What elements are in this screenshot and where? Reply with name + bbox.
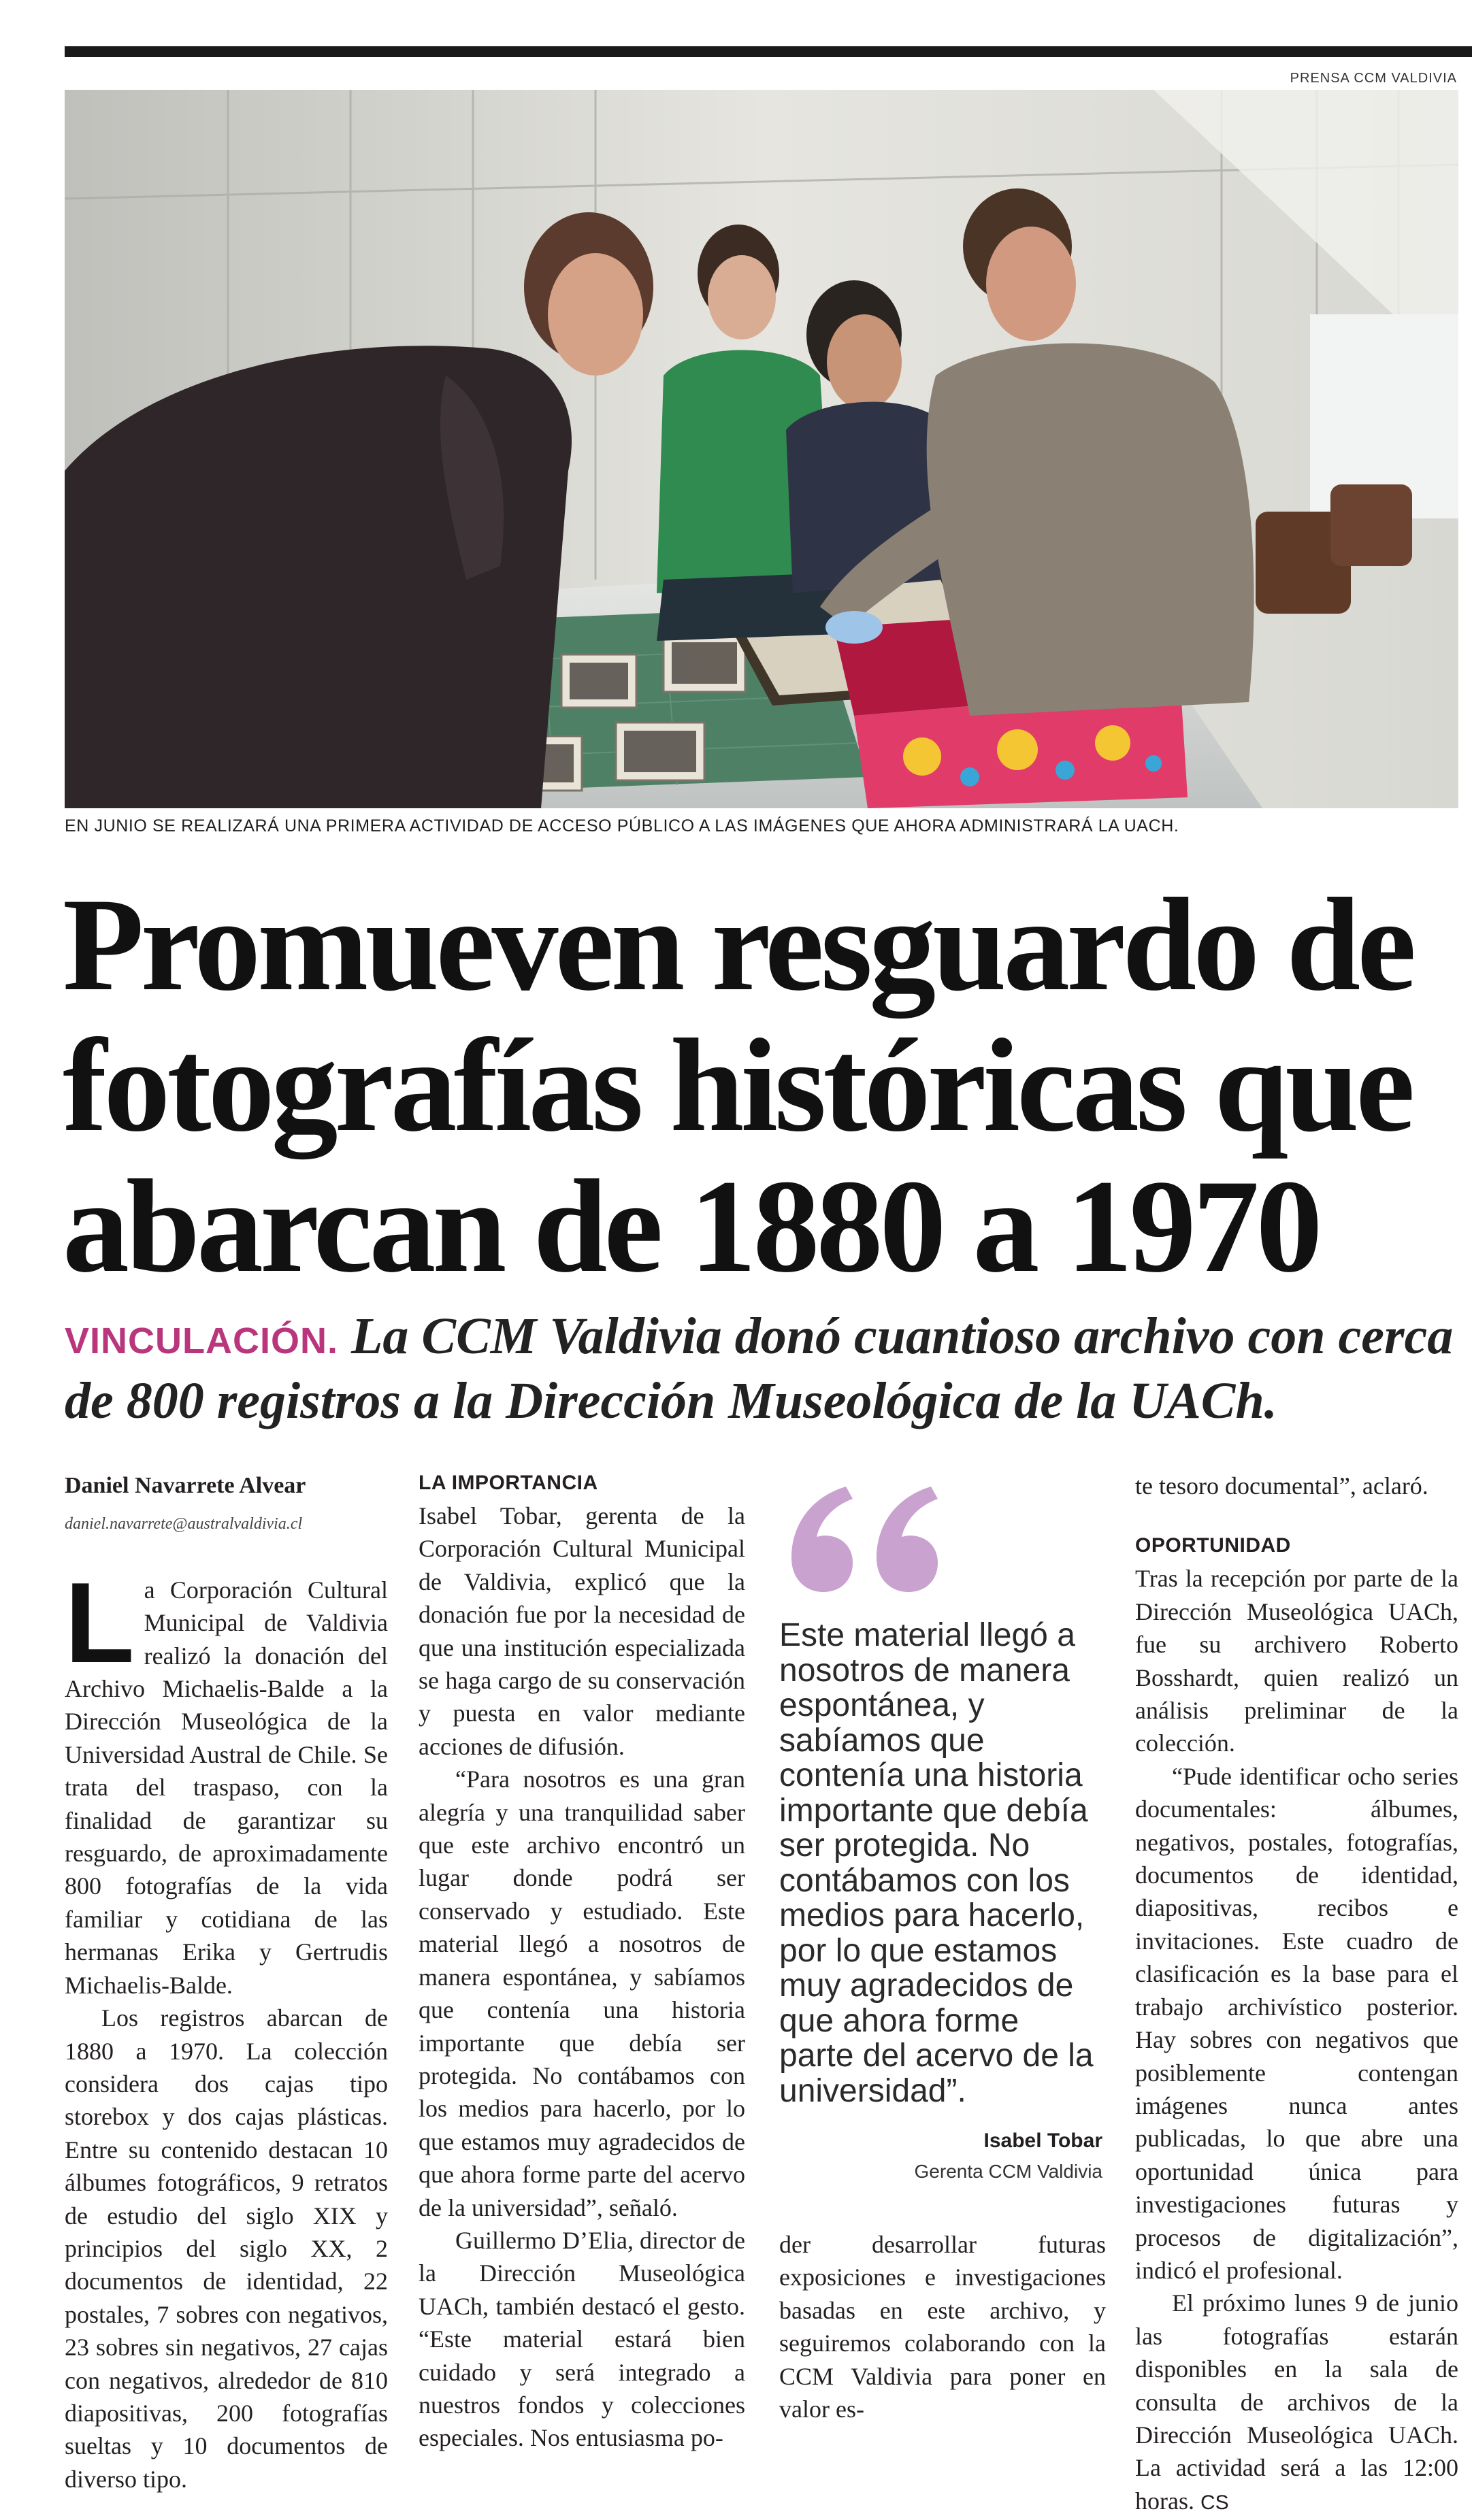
lead-photo [65,90,1458,808]
paragraph [65,1558,388,2002]
headline-line-1: Promueven resguardo de [63,871,1413,1018]
paragraph: “Para nosotros es una gran alegría y una tranquilidad saber que este archivo encontró un lugar donde podrá ser conservado y estudiado. Este material llegó a nosotros de manera espontánea, y sabíamos que contenía una historia importante que debía ser protegida. No contábamos con los medios para hacerlo, por lo que estamos muy agradecidos de que ahora forme parte del acervo de la universidad”, señaló. [419,1765,745,2221]
byline-author: Daniel Navarrete Alvear [65,1473,306,1498]
photo-caption: EN JUNIO SE REALIZARÁ UNA PRIMERA ACTIVIDAD DE ACCESO PÚBLICO A LAS IMÁGENES QUE AHORA ADMINISTRARÁ LA UACH. [65,816,1179,835]
paragraph: te tesoro documental”, aclaró. [1135,1472,1428,1499]
photo-credit: PRENSA CCM VALDIVIA [1290,71,1457,86]
pull-quote-name: Isabel Tobar [983,2129,1102,2152]
column-4 [1135,1470,1458,2519]
quote-mark-icon [781,1480,945,1595]
top-rule [65,46,1472,57]
pull-quote-text: Este material llegó a nosotros de manera espontánea, y sabíamos que contenía una historia importante que debía ser protegida. No contábamos con los medios para hacerlo, por lo que estamos muy agradecidos de que ahora forme parte del acervo de la universidad”. [779,1617,1094,2109]
headline-line-2: fotografías históricas que [63,1012,1412,1159]
byline-email: daniel.navarrete@australvaldivia.cl [65,1515,303,1533]
subhead-importance: LA IMPORTANCIA [419,1472,598,1494]
subhead-opportunity: OPORTUNIDAD [1135,1534,1291,1557]
headline [63,871,1465,1300]
pull-quote-role: Gerenta CCM Valdivia [914,2161,1102,2182]
headline-line-3: abarcan de 1880 a 1970 [63,1153,1320,1300]
paragraph: Tras la recepción por parte de la Dirección Museológica UACh, fue su archivero Roberto Bosshardt, quien realizó un análisis preliminar de la colección. [1135,1565,1458,1757]
deck [65,1306,1467,1431]
paragraph [1135,2287,1458,2519]
paragraph: Los registros abarcan de 1880 a 1970. La colección considera dos cajas tipo storebox y dos cajas plásticas. Entre su contenido destacan 10 álbumes fotográficos, 9 retratos de estudio del siglo XIX y principios del siglo XX, 2 documentos de identidad, 22 postales, 7 sobres con negativos, 23 sobres sin negativos, 27 cajas con negativos, alrededor de 810 diapositivas, 200 fotografías sueltas y 10 documentos de diverso tipo. [65,2004,388,2493]
paragraph: Isabel Tobar, gerenta de la Corporación Cultural Municipal de Valdivia, explicó que la donación fue por la necesidad de que una institución especializada se haga cargo de su conservación y puesta en valor mediante acciones de difusión. [419,1502,745,1760]
paragraph-text: a Corporación Cultural Municipal de Valdivia realizó la donación del Archivo Michaelis-Balde a la Dirección Museológica de la Universidad Austral de Chile. Se trata del traspaso, con la finalidad de garantizar su resguardo, de aproximadamente 800 fotografías de la vida familiar y cotidiana de las hermanas Erika y Gertrudis Michaelis-Balde. [65,1576,388,1999]
column-2 [419,1470,745,2455]
drop-cap: L [65,1558,135,1687]
section-kicker: VINCULACIÓN. [65,1321,338,1361]
deck-text: La CCM Valdivia donó cuantioso archivo con cerca de 800 registros a la Dirección Museológica de la UACh. [65,1308,1454,1429]
paragraph: der desarrollar futuras exposiciones e investigaciones basadas en este archivo, y seguiremos colaborando con la CCM Valdivia para poner en valor es- [779,2231,1106,2423]
column-3 [779,2228,1106,2425]
paragraph-text: El próximo lunes 9 de junio las fotografías estarán disponibles en la sala de consulta de archivos de la Dirección Museológica UACh. La actividad será a las 12:00 horas. [1135,2289,1458,2515]
paragraph: “Pude identificar ocho series documentales: álbumes, negativos, postales, fotografías, documentos de identidad, diapositivas, recibos e invitaciones. Este cuadro de clasificación es la base para el trabajo archivístico posterior. Hay sobres con negativos que posiblemente contengan imágenes nunca antes publicadas, lo que abre una oportunidad única para investigaciones futuras y procesos de digitalización”, indicó el profesional. [1135,1762,1458,2284]
end-mark: CS [1200,2491,1229,2514]
column-1 [65,1470,388,2496]
paragraph: Guillermo D’Elia, director de la Dirección Museológica UACh, también destacó el gesto. “Este material estará bien cuidado y será integrado a nuestros fondos y colecciones especiales. Nos entusiasma po- [419,2226,745,2452]
